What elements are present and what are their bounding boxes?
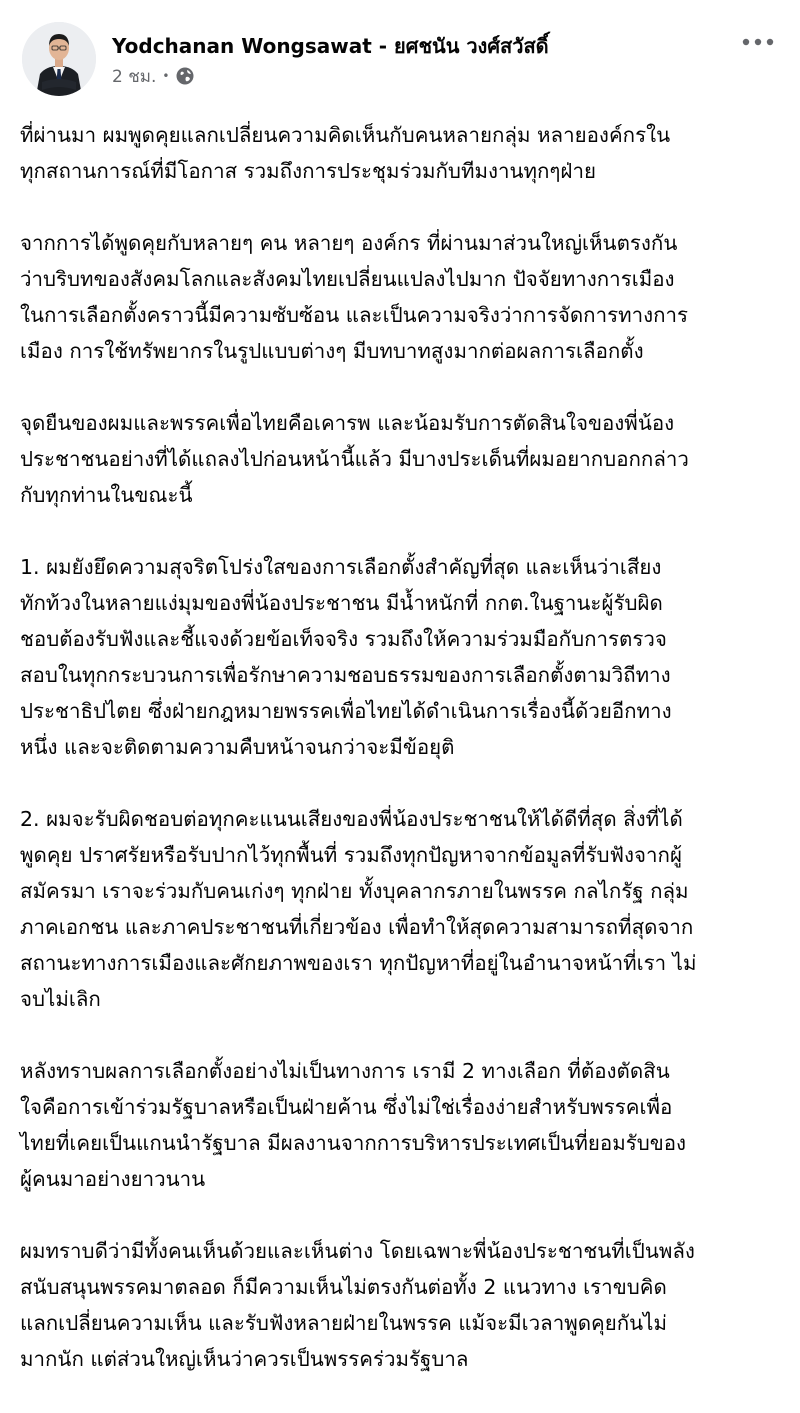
avatar[interactable] (22, 22, 96, 96)
meta-separator: • (162, 69, 170, 83)
post-text-line: แลกเปลี่ยนความเห็น และรับฟังหลายฝ่ายในพรรค แม้จะมีเวลาพูดคุยกันไม่ (20, 1311, 668, 1335)
post-paragraph (20, 1233, 784, 1377)
post-paragraph (20, 801, 784, 1017)
post-text-line: ผมทราบดีว่ามีทั้งคนเห็นด้วยและเห็นต่าง โดยเฉพาะพี่น้องประชาชนที่เป็นพลัง (20, 1239, 695, 1263)
post-text-line: ว่าบริบทของสังคมโลกและสังคมไทยเปลี่ยนแปลงไปมาก ปัจจัยทางการเมือง (20, 267, 675, 291)
post-text-line: พูดคุย ปราศรัยหรือรับปากไว้ทุกพื้นที่ รวมถึงทุกปัญหาจากข้อมูลที่รับฟังจากผู้ (20, 843, 682, 867)
post-text-line: กับทุกท่านในขณะนี้ (20, 483, 193, 507)
post-text-line: ผู้คนมาอย่างยาวนาน (20, 1167, 206, 1191)
post-text (20, 117, 784, 1413)
post-paragraph (20, 225, 784, 369)
post-text-line: ที่ผ่านมา ผมพูดคุยแลกเปลี่ยนความคิดเห็นกับคนหลายกลุ่ม หลายองค์กรใน (20, 123, 671, 147)
post-text-line: มากนัก แต่ส่วนใหญ่เห็นว่าควรเป็นพรรคร่วมรัฐบาล (20, 1347, 469, 1371)
post-paragraph (20, 117, 784, 189)
more-dots-icon (740, 37, 776, 47)
post-text-line: จุดยืนของผมและพรรคเพื่อไทยคือเคารพ และน้อมรับการตัดสินใจของพี่น้อง (20, 411, 675, 435)
avatar-portrait (22, 22, 96, 96)
post-text-line: หลังทราบผลการเลือกตั้งอย่างไม่เป็นทางการ เรามี 2 ทางเลือก ที่ต้องตัดสิน (20, 1059, 670, 1083)
post-header (0, 0, 800, 100)
post-text-line: ภาคเอกชน และภาคประชาชนที่เกี่ยวข้อง เพื่อทำให้สุดความสามารถที่สุดจาก (20, 915, 694, 939)
post-text-line: 1. ผมยังยึดความสุจริตโปร่งใสของการเลือกตั้งสำคัญที่สุด และเห็นว่าเสียง (20, 555, 662, 579)
post-text-line: จากการได้พูดคุยกับหลายๆ คน หลายๆ องค์กร ที่ผ่านมาส่วนใหญ่เห็นตรงกัน (20, 231, 678, 255)
post-text-line: ใจคือการเข้าร่วมรัฐบาลหรือเป็นฝ่ายค้าน ซึ่งไม่ใช่เรื่องง่ายสำหรับพรรคเพื่อ (20, 1095, 673, 1119)
post-text-line: สอบในทุกกระบวนการเพื่อรักษาความชอบธรรมของการเลือกตั้งตามวิถีทาง (20, 663, 671, 687)
post-paragraph (20, 1053, 784, 1197)
post-text-line: ไทยที่เคยเป็นแกนนำรัฐบาล มีผลงานจากการบริหารประเทศเป็นที่ยอมรับของ (20, 1131, 687, 1155)
post-text-line: จบไม่เลิก (20, 987, 101, 1011)
post-text-line: สนับสนุนพรรคมาตลอด ก็มีความเห็นไม่ตรงกันต่อทั้ง 2 แนวทาง เราขบคิด (20, 1275, 667, 1299)
post-text-line: ในการเลือกตั้งคราวนี้มีความซับซ้อน และเป็นความจริงว่าการจัดการทางการ (20, 303, 689, 327)
post-paragraph (20, 549, 784, 765)
post-text-line: ทักท้วงในหลายแง่มุมของพี่น้องประชาชน มีน้ำหนักที่ กกต.ในฐานะผู้รับผิด (20, 591, 663, 615)
post-text-line: ชอบต้องรับฟังและชี้แจงด้วยข้อเท็จจริง รวมถึงให้ความร่วมมือกับการตรวจ (20, 627, 667, 651)
post-paragraph (20, 405, 784, 513)
post-timestamp[interactable]: 2 ชม. (112, 66, 157, 87)
globe-icon[interactable] (175, 66, 195, 86)
post-text-line: ประชาธิปไตย ซึ่งฝ่ายกฎหมายพรรคเพื่อไทยได้ดำเนินการเรื่องนี้ด้วยอีกทาง (20, 699, 672, 723)
post-meta (112, 64, 195, 88)
post-text-line: ประชาชนอย่างที่ได้แถลงไปก่อนหน้านี้แล้ว มีบางประเด็นที่ผมอยากบอกกล่าว (20, 447, 689, 471)
post-text-line: 2. ผมจะรับผิดชอบต่อทุกคะแนนเสียงของพี่น้องประชาชนให้ได้ดีที่สุด สิ่งที่ได้ (20, 807, 683, 831)
post-text-line: หนึ่ง และจะติดตามความคืบหน้าจนกว่าจะมีข้อยุติ (20, 735, 455, 759)
post-text-line: สมัครมา เราจะร่วมกับคนเก่งๆ ทุกฝ่าย ทั้งบุคลากรภายในพรรค กลไกรัฐ กลุ่ม (20, 879, 689, 903)
author-name[interactable]: Yodchanan Wongsawat - ยศชนัน วงศ์สวัสดิ์ (112, 34, 549, 58)
post-text-line: ทุกสถานการณ์ที่มีโอกาส รวมถึงการประชุมร่วมกับทีมงานทุกๆฝ่าย (20, 159, 596, 183)
more-options-button[interactable] (736, 26, 780, 58)
post-text-line: เมือง การใช้ทรัพยากรในรูปแบบต่างๆ มีบทบาทสูงมากต่อผลการเลือกตั้ง (20, 339, 644, 363)
post-text-line: สถานะทางการเมืองและศักยภาพของเรา ทุกปัญหาที่อยู่ในอำนาจหน้าที่เรา ไม่ (20, 951, 697, 975)
